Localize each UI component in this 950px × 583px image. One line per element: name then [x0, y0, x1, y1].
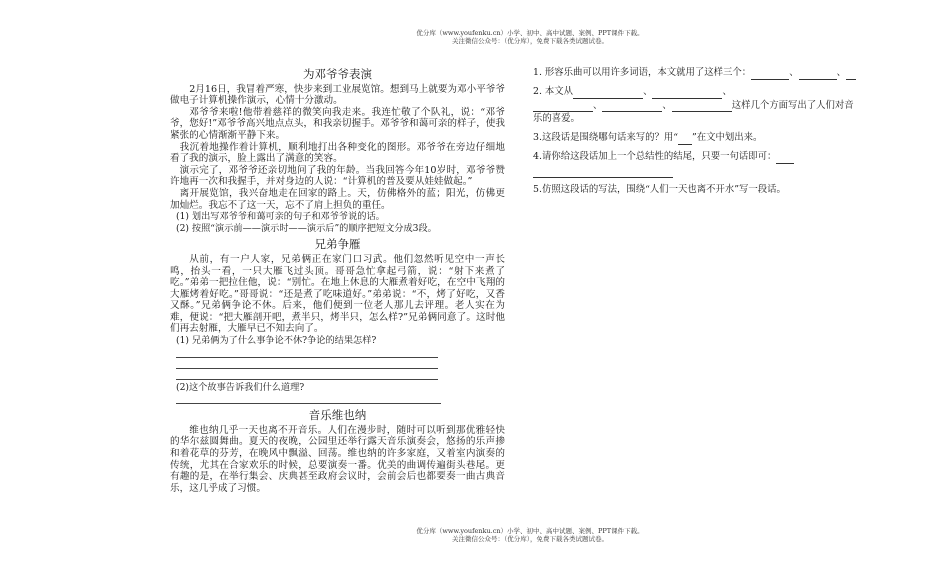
right-question-4 [533, 150, 863, 178]
fill-blank[interactable] [799, 69, 837, 80]
fill-blank[interactable] [846, 69, 856, 80]
fill-blank[interactable] [776, 153, 794, 164]
right-question-3 [533, 131, 863, 145]
passage1-title: 为邓爷爷表演 [303, 67, 372, 81]
answer-line[interactable] [176, 369, 438, 380]
fill-blank[interactable] [573, 88, 643, 99]
page-header [400, 29, 660, 45]
separator: 、 [662, 99, 672, 111]
separator: 、 [836, 67, 846, 78]
answer-line[interactable] [176, 347, 438, 358]
fill-blank[interactable] [533, 167, 673, 178]
header-line-2: 关注微信公众号：（优分库），免费下载各类试题试卷。 [452, 37, 608, 45]
passage2-question-2: (2)这个故事告诉我们什么道理? [176, 381, 305, 393]
question-4-text: 4.请你给这段话加上一个总结性的结尾，只要一句话即可： [533, 150, 777, 162]
answer-line[interactable] [176, 358, 438, 369]
left-column [170, 66, 505, 494]
question-5-text: 5.仿照这段话的写法，围绕“人们一天也离不开水”写一段话。 [533, 183, 786, 195]
passage1-para-4: 演示完了，邓爷爷还亲切地问了我的年龄。当我回答今年10岁时，邓爷爷赞许地再一次和我握手，并对身边的人说：“计算机的普及要从娃娃做起。” [170, 164, 505, 188]
right-question-5 [533, 183, 863, 197]
page-footer [400, 527, 660, 543]
passage1-question-2: (2) 按照“演示前——演示时——演示后”的顺序把短文分成3段。 [176, 222, 437, 234]
footer-line-1: 优分库（www.youfenku.cn）小学、初中、高中试题、案例、PPT课件下载。 [416, 527, 644, 535]
passage2-title: 兄弟争雁 [314, 237, 361, 252]
right-column [533, 66, 863, 201]
question-3-text-a: 3.这段话是围绕哪句话来写的？用“ [533, 132, 678, 144]
fill-blank[interactable] [672, 101, 732, 112]
passage1-para-5: 离开展览馆，我兴奋地走在回家的路上。天，仿佛格外的蓝；阳光，仿佛更加灿烂。我忘不了这一天，忘不了肩上担负的重任。 [170, 187, 505, 211]
separator: 、 [722, 85, 732, 97]
passage2-question-1: (1) 兄弟俩为了什么事争论不休?争论的结果怎样? [176, 335, 377, 347]
passage1-question-1: (1) 划出写邓爷爷和蔼可亲的句子和邓爷爷说的话。 [176, 211, 385, 223]
right-question-1 [533, 66, 863, 80]
fill-blank[interactable] [533, 101, 593, 112]
footer-line-2: 关注微信公众号：（优分库），免费下载各类试题试卷。 [452, 535, 608, 543]
separator: 、 [789, 67, 799, 78]
underline-mark [678, 134, 692, 145]
question-2-text-a: 2. 本文从 [533, 85, 574, 97]
separator: 、 [593, 99, 603, 111]
passage2-para: 从前，有一户人家，兄弟俩正在家门口习武。他们忽然听见空中一声长鸣，抬头一看，一只大雁飞过头顶。哥哥急忙拿起弓箭，说：“射下来煮了吃。”弟弟一把拉住他，说：“别忙。在地上休息的大雁煮着好吃，在空中飞翔的大雁烤着好吃。”哥哥说：“还是煮了吃味道好。”弟弟说：“不，烤了好吃，又香又酥。”兄弟俩争论不休。后来，他们便到一位老人那儿去评理。老人实在为难，便说：“把大雁剖开吧，煮半只，烤半只，怎么样?”兄弟俩同意了。这时他们再去射雁，大雁早已不知去向了。 [170, 253, 505, 335]
separator: 、 [643, 85, 653, 97]
question-1-text: 1. 形容乐曲可以用许多词语，本文就用了这样三个： [533, 67, 752, 78]
answer-line[interactable] [176, 393, 441, 404]
passage1-para-1: 2月16日，我冒着严寒，快步来到工业展览馆。想到马上就要为邓小平爷爷做电子计算机操作演示，心情十分激动。 [170, 83, 505, 107]
passage3-para: 维也纳几乎一天也离不开音乐。人们在漫步时，随时可以听到那优雅轻快的华尔兹圆舞曲。夏天的夜晚，公园里还举行露天音乐演奏会，悠扬的乐声掺和着花草的芬芳，在晚风中飘溢、回荡。维也纳的许多家庭，又着室内演奏的传统，尤其在合家欢乐的时候，总要演奏一番。优美的曲调传遍街头巷尾。更有趣的是，在举行集会、庆典甚至政府会议时，会前会后也都要奏一曲古典音乐，这几乎成了习惯。 [170, 424, 505, 494]
fill-blank[interactable] [602, 101, 662, 112]
passage3-title: 音乐维也纳 [308, 408, 367, 423]
header-line-1: 优分库（www.youfenku.cn）小学、初中、高中试题、案例、PPT课件下载。 [416, 29, 644, 37]
fill-blank[interactable] [652, 88, 722, 99]
question-2-text-b: 这样几个方面写出了人们对音乐的喜爱。 [533, 99, 854, 125]
passage1-para-3: 我沉着地操作着计算机，顺利地打出各种变化的图形。邓爷爷在旁边仔细地看了我的演示，脸上露出了满意的笑容。 [170, 141, 505, 165]
fill-blank[interactable] [751, 69, 789, 80]
question-3-text-b: ”在文中划出来。 [692, 132, 763, 144]
passage1-para-2: 邓爷爷来啦!他带着慈祥的微笑向我走来。我连忙敬了个队礼，说：“邓爷爷，您好!”邓爷爷高兴地点点头，和我亲切握手。邓爷爷和蔼可亲的样子，使我紧张的心情渐渐平静下来。 [170, 106, 505, 141]
right-question-2 [533, 85, 863, 126]
